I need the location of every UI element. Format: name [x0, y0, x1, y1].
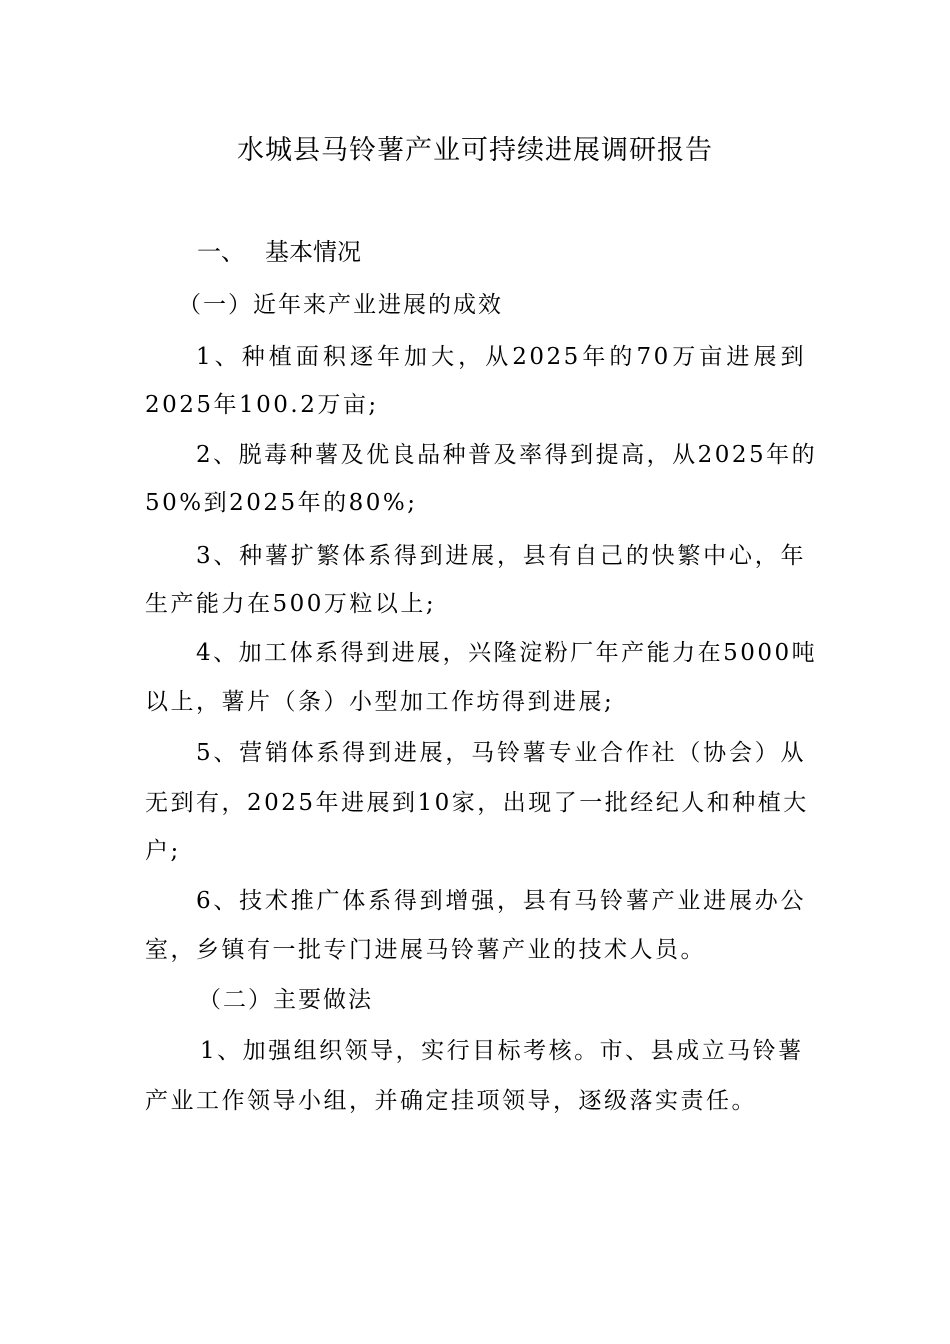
item-4-line-1: 4、加工体系得到进展，兴隆淀粉厂年产能力在5000吨 [196, 640, 818, 666]
item-5-line-3: 户; [145, 838, 181, 864]
item-6-line-1: 6、技术推广体系得到增强，县有马铃薯产业进展办公 [196, 888, 806, 914]
practice-1-line-1: 1、加强组织领导，实行目标考核。市、县成立马铃薯 [200, 1038, 804, 1064]
item-5-line-2: 无到有，2025年进展到10家，出现了一批经纪人和种植大 [145, 790, 809, 816]
item-3-line-1: 3、种薯扩繁体系得到进展，县有自己的快繁中心，年 [196, 543, 806, 569]
item-2-line-1: 2、脱毒种薯及优良品种普及率得到提高，从2025年的 [196, 442, 818, 468]
item-1-line-2: 2025年100.2万亩; [145, 392, 379, 418]
item-2-line-2: 50%到2025年的80%; [145, 490, 418, 516]
item-5-line-1: 5、营销体系得到进展，马铃薯专业合作社（协会）从 [196, 740, 806, 766]
subsection-heading-achievements: （一）近年来产业进展的成效 [178, 292, 503, 318]
item-1-line-1: 1、种植面积逐年加大，从2025年的70万亩进展到 [196, 344, 806, 370]
section-number: 一、 [197, 238, 245, 266]
practice-1-line-2: 产业工作领导小组，并确定挂项领导，逐级落实责任。 [145, 1088, 757, 1114]
item-4-line-2: 以上，薯片（条）小型加工作坊得到进展; [145, 689, 615, 715]
subsection-heading-practices: （二）主要做法 [198, 987, 373, 1013]
document-title: 水城县马铃薯产业可持续进展调研报告 [237, 135, 713, 166]
section-heading-text: 基本情况 [265, 238, 361, 266]
item-6-line-2: 室，乡镇有一批专门进展马铃薯产业的技术人员。 [145, 937, 706, 963]
section-heading-basic [197, 232, 361, 267]
item-3-line-2: 生产能力在500万粒以上; [145, 591, 437, 617]
